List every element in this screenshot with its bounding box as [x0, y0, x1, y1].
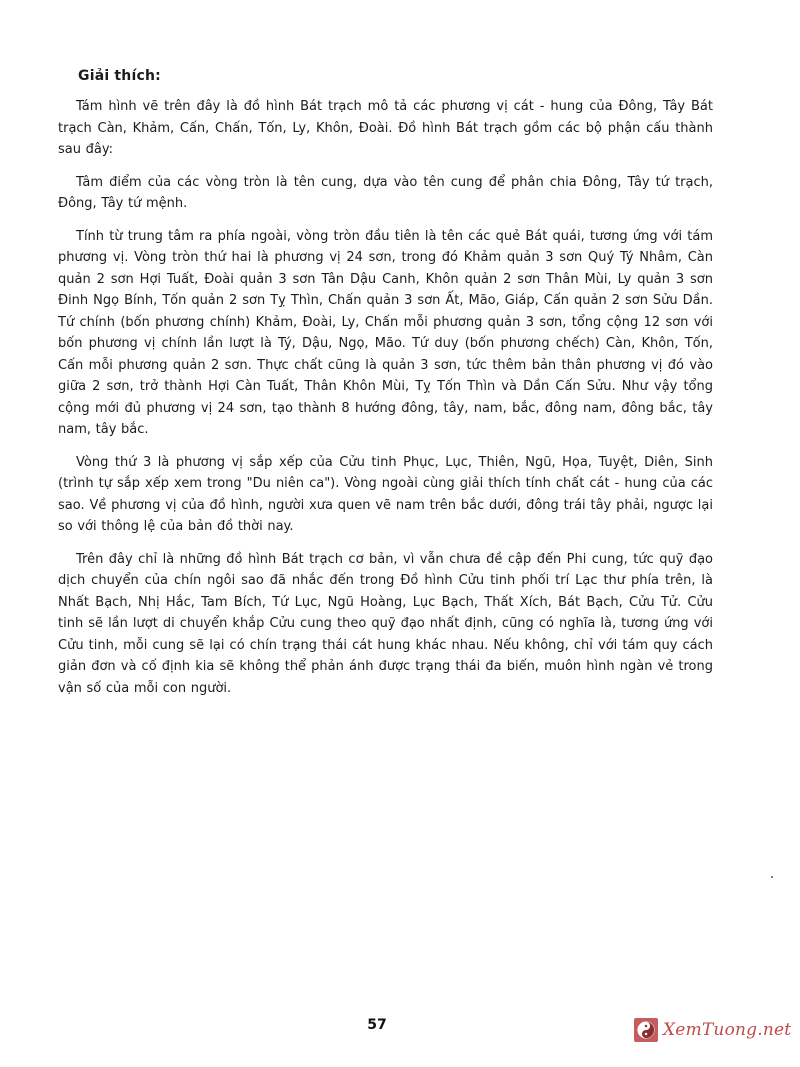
- section-heading: Giải thích:: [78, 68, 161, 84]
- paragraph: Tính từ trung tâm ra phía ngoài, vòng tròn đầu tiên là tên các quẻ Bát quái, tương ứng với tám phương vị. Vòng tròn thứ hai là phương vị 24 sơn, trong đó Khảm quản 3 sơn Quý Tý Nhâm, Càn quản 2 sơn Hợi Tuất, Đoài quản 3 sơn Tân Dậu Canh, Khôn quản 2 sơn Thân Mùi, Ly quản 3 sơn Đinh Ngọ Bính, Tốn quản 2 sơn Tỵ Thìn, Chấn quản 3 sơn Ất, Mão, Giáp, Cấn quản 2 sơn Sửu Dần. Tứ chính (bốn phương chính) Khảm, Đoài, Ly, Chấn mỗi phương quản 3 sơn, tổng cộng 12 sơn với bốn phương vị chính lần lượt là Tý, Dậu, Ngọ, Mão. Tứ duy (bốn phương chếch) Càn, Khôn, Tốn, Cấn mỗi phương quản 2 sơn. Thực chất cũng là quản 3 sơn, tức thêm bản thân phương vị đó vào giữa 2 sơn, trở thành Hợi Càn Tuất, Thân Khôn Mùi, Tỵ Tốn Thìn và Dần Cấn Sửu. Như vậy tổng cộng mới đủ phương vị 24 sơn, tạo thành 8 hướng đông, tây, nam, bắc, đông nam, đông bắc, tây nam, tây bắc.: [58, 228, 713, 437]
- document-body: [58, 96, 713, 710]
- stray-mark: [771, 876, 773, 878]
- site-watermark: [634, 1016, 791, 1044]
- watermark-text: XemTuong.net: [663, 1020, 792, 1040]
- page-number: 57: [367, 1017, 387, 1033]
- paragraph: Vòng thứ 3 là phương vị sắp xếp của Cửu tinh Phục, Lục, Thiên, Ngũ, Họa, Tuyệt, Diên, Sinh (trình tự sắp xếp xem trong "Du niên ca"). Vòng ngoài cùng giải thích tính chất cát - hung của các sao. Về phương vị của đồ hình, người xưa quen vẽ nam trên bắc dưới, đông trái tây phải, ngược lại so với thông lệ của bản đồ thời nay.: [58, 454, 713, 534]
- yin-yang-icon: [634, 1018, 658, 1042]
- paragraph: Trên đây chỉ là những đồ hình Bát trạch cơ bản, vì vẫn chưa đề cập đến Phi cung, tức quỹ đạo dịch chuyển của chín ngôi sao đã nhắc đến trong Đồ hình Cửu tinh phối trí Lạc thư phía trên, là Nhất Bạch, Nhị Hắc, Tam Bích, Tứ Lục, Ngũ Hoàng, Lục Bạch, Thất Xích, Bát Bạch, Cửu Tử. Cửu tinh sẽ lần lượt di chuyển khắp Cửu cung theo quỹ đạo nhất định, cũng có nghĩa là, tương ứng với Cửu tinh, mỗi cung sẽ lại có chín trạng thái cát hung khác nhau. Nếu không, chỉ với tám quy cách giản đơn và cố định kia sẽ không thể phản ánh được trạng thái đa biến, muôn hình ngàn vẻ trong vận số của mỗi con người.: [58, 551, 713, 696]
- paragraph: Tám hình vẽ trên đây là đồ hình Bát trạch mô tả các phương vị cát - hung của Đông, Tây Bát trạch Càn, Khảm, Cấn, Chấn, Tốn, Ly, Khôn, Đoài. Đồ hình Bát trạch gồm các bộ phận cấu thành sau đây:: [58, 99, 713, 157]
- paragraph: Tâm điểm của các vòng tròn là tên cung, dựa vào tên cung để phân chia Đông, Tây tứ trạch, Đông, Tây tứ mệnh.: [58, 174, 713, 211]
